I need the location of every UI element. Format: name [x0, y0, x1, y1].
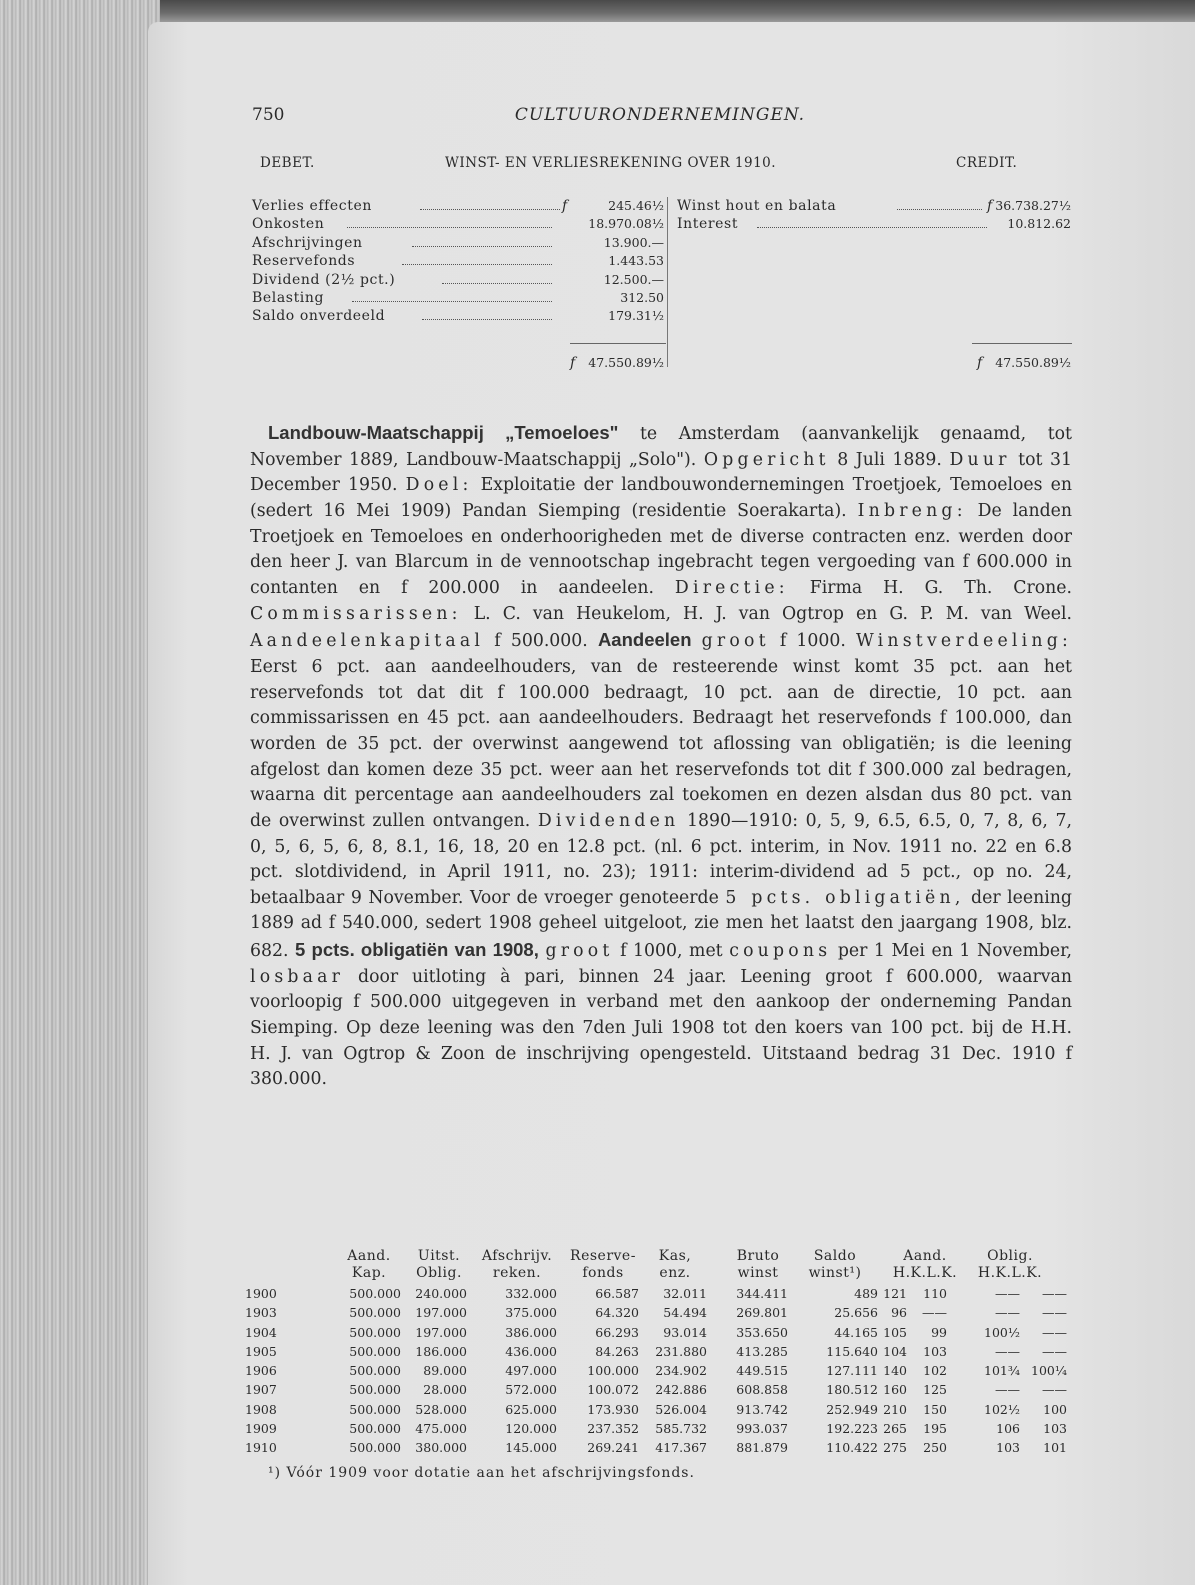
cell-kas: 54.494 [663, 1305, 707, 1321]
cell-reserve: 66.587 [595, 1286, 639, 1301]
cell-bruto: 449.515 [736, 1363, 788, 1379]
debit-total: 47.550.89½ [588, 355, 664, 370]
debit-amount: 18.970.08½ [588, 216, 664, 232]
cell-kas: 93.014 [663, 1324, 707, 1340]
cell-saldo: 44.165 [834, 1324, 878, 1340]
cell-oblig: 28.000 [423, 1382, 467, 1398]
leader-dots [442, 271, 552, 284]
cell-afschr: 332.000 [505, 1286, 557, 1301]
cell-reserve: 237.352 [587, 1421, 639, 1437]
leader-dots [422, 307, 552, 320]
book-top-edge [0, 0, 1195, 22]
cell-bruto: 608.858 [736, 1382, 788, 1398]
cell-oblig-hk: —— [995, 1343, 1020, 1359]
account-divider [667, 197, 668, 367]
cell-aand-lk: 150 [923, 1401, 947, 1417]
leader-dots [757, 215, 987, 228]
credit-item [677, 215, 1071, 233]
cell-bruto: 413.285 [736, 1343, 788, 1359]
cell-kas: 234.902 [655, 1363, 707, 1379]
cell-kas: 526.004 [655, 1401, 707, 1417]
cell-reserve: 100.000 [587, 1363, 639, 1379]
cell-reserve: 100.072 [587, 1382, 639, 1398]
cell-kap: 500.000 [349, 1324, 401, 1340]
credit-total: 47.550.89½ [995, 355, 1071, 370]
cell-reserve: 269.241 [587, 1440, 639, 1456]
cell-kas: 417.367 [655, 1440, 707, 1456]
credit-label: Interest [677, 216, 739, 233]
column-header [405, 1248, 473, 1282]
table-row [245, 1440, 1075, 1459]
table-header [245, 1248, 1075, 1286]
debit-label: Reservefonds [252, 253, 356, 270]
cell-bruto: 269.801 [736, 1305, 788, 1321]
column-header [640, 1248, 710, 1282]
debit-amount: 312.50 [620, 289, 664, 305]
cell-reserve: 64.320 [595, 1305, 639, 1321]
entry-text: f 1000. [769, 631, 857, 652]
cell-saldo: 110.422 [826, 1440, 878, 1456]
column-header [720, 1248, 796, 1282]
cell-saldo: 25.656 [834, 1305, 878, 1321]
cell-saldo: 115.640 [826, 1343, 878, 1359]
label-groot: groot [701, 631, 770, 652]
cell-aand-lk: 103 [923, 1343, 947, 1359]
cell-aand-lk: 110 [923, 1286, 947, 1301]
currency-symbol: f [570, 355, 576, 371]
cell-oblig-hk: 102½ [984, 1401, 1020, 1417]
running-head [250, 105, 1070, 129]
label-losbaar: losbaar [250, 966, 345, 987]
debit-amount: 1.443.53 [608, 253, 664, 269]
header-line: fonds [582, 1265, 624, 1281]
cell-year: 1907 [245, 1382, 277, 1398]
book-page-edges [0, 0, 160, 1585]
debit-heading: DEBET. [260, 155, 315, 171]
cell-kap: 500.000 [349, 1363, 401, 1379]
new-obligations-heading: 5 pcts. obligatiën van 1908, [295, 939, 539, 961]
cell-aand-hk: 105 [883, 1324, 907, 1340]
table-row [245, 1382, 1075, 1401]
header-line: reken. [492, 1265, 542, 1281]
header-line: enz. [659, 1265, 691, 1281]
debit-amount: 12.500.— [603, 271, 664, 287]
header-line: Afschrijv. [481, 1248, 553, 1264]
column-header [795, 1248, 875, 1282]
label-opgericht: Opgericht [703, 449, 830, 470]
entry-text: Firma H. G. Th. Crone. [788, 577, 1072, 598]
cell-aand-lk: 99 [931, 1324, 947, 1340]
cell-saldo: 489 [854, 1286, 878, 1301]
header-line: Aand. [903, 1248, 947, 1264]
total-rule [570, 343, 666, 344]
header-line: Oblig. [416, 1265, 462, 1281]
debit-item [252, 215, 664, 233]
cell-oblig-hk: —— [995, 1286, 1020, 1301]
cell-aand-hk: 275 [883, 1440, 907, 1456]
debit-label: Dividend (2½ pct.) [252, 271, 396, 288]
label-groot: groot [545, 941, 614, 962]
cell-aand-hk: 265 [883, 1421, 907, 1437]
company-name: Landbouw-Maatschappij „Temoeloes" [268, 422, 619, 443]
cell-aand-hk: 160 [883, 1382, 907, 1398]
entry-text: 8 Juli 1889. [829, 449, 950, 470]
entry-text: tot 31 December 1950. [250, 449, 1072, 496]
currency-symbol: f [562, 198, 568, 214]
header-line: Uitst. [417, 1248, 461, 1264]
credit-heading: CREDIT. [956, 155, 1018, 171]
cell-oblig-lk: —— [1042, 1305, 1067, 1321]
debit-item [252, 289, 664, 307]
total-rule [972, 343, 1072, 344]
cell-kap: 500.000 [349, 1440, 401, 1456]
cell-oblig-lk: 101 [1043, 1440, 1067, 1456]
entry-text: L. C. van Heukelom, H. J. van Ogtrop en G. P. M. van Weel. [461, 603, 1072, 624]
statistics-table [245, 1248, 1075, 1460]
header-line: Kas, [658, 1248, 692, 1264]
leader-dots [402, 252, 552, 265]
entry-text: 1890—1910: 0, 5, 9, 6.5, 6.5, 0, 7, 8, 6, 7, 0, 5, 6, 5, 6, 8, 8.1, 16, 18, 20 en 12.8 pct. (nl. 6 pct. interim, in Nov. 1911 no. 22 en 6.8 pct. slotdividend, in April 1911, no. 23); 1911: interim-dividend ad 5 pct., op no. 24, betaalbaar 9 November. Voor de vroeger genoteerde [250, 810, 1072, 908]
debit-label: Saldo onverdeeld [252, 308, 386, 325]
cell-oblig-hk: —— [995, 1305, 1020, 1321]
debit-label: Verlies effecten [252, 198, 372, 214]
entry-text: te Amsterdam (aanvankelijk genaamd, tot November 1889, Landbouw-Maatschappij „Solo"). [250, 424, 1072, 470]
cell-aand-hk: 140 [883, 1363, 907, 1379]
credit-column [677, 197, 1071, 371]
leader-dots [352, 289, 552, 302]
header-line: Kap. [351, 1265, 387, 1281]
entry-paragraph [250, 420, 1072, 1093]
cell-year: 1900 [245, 1286, 277, 1301]
debit-item [252, 252, 664, 270]
credit-amount: 36.738.27½ [995, 198, 1071, 213]
cell-year: 1910 [245, 1440, 277, 1456]
header-line: Reserve- [570, 1248, 636, 1264]
cell-kas: 231.880 [655, 1343, 707, 1359]
table-row [245, 1325, 1075, 1344]
label-dividenden: Dividenden [537, 810, 680, 831]
header-line: winst¹) [808, 1265, 862, 1281]
cell-oblig: 240.000 [415, 1286, 467, 1301]
header-line: winst [737, 1265, 779, 1281]
cell-reserve: 173.930 [587, 1401, 639, 1417]
cell-oblig: 89.000 [423, 1363, 467, 1379]
cell-oblig-lk: —— [1042, 1382, 1067, 1398]
cell-afschr: 145.000 [505, 1440, 557, 1456]
entry-text: f 500.000. [484, 631, 598, 652]
debit-item [252, 307, 664, 325]
cell-kas: 32.011 [663, 1286, 707, 1301]
table-row [245, 1305, 1075, 1324]
cell-reserve: 84.263 [595, 1343, 639, 1359]
debit-column [252, 197, 664, 371]
cell-year: 1906 [245, 1363, 277, 1379]
company-entry [250, 420, 1072, 1093]
cell-saldo: 127.111 [826, 1363, 878, 1379]
cell-afschr: 625.000 [505, 1401, 557, 1417]
cell-reserve: 66.293 [595, 1324, 639, 1340]
cell-oblig-lk: 103 [1043, 1421, 1067, 1437]
credit-amount: 10.812.62 [1007, 216, 1071, 232]
currency-symbol: f [977, 355, 983, 371]
debit-amount: 13.900.— [603, 234, 664, 250]
cell-aand-hk: 121 [883, 1286, 907, 1301]
label-coupons: coupons [729, 941, 832, 962]
cell-bruto: 353.650 [736, 1324, 788, 1340]
debit-amount: 179.31½ [608, 308, 664, 324]
cell-aand-lk: 102 [923, 1363, 947, 1379]
cell-oblig-hk: —— [995, 1382, 1020, 1398]
debit-item [252, 271, 664, 289]
account-title: WINST- EN VERLIESREKENING OVER 1910. [445, 155, 777, 171]
label-doel: Doel: [405, 475, 473, 496]
cell-oblig-hk: 106 [996, 1421, 1020, 1437]
cell-oblig-hk: 100½ [984, 1324, 1020, 1340]
credit-item [677, 197, 1071, 215]
cell-oblig: 528.000 [415, 1401, 467, 1417]
cell-oblig-lk: —— [1042, 1286, 1067, 1301]
column-header [885, 1248, 965, 1282]
cell-year: 1905 [245, 1343, 277, 1359]
cell-afschr: 436.000 [505, 1343, 557, 1359]
entry-text: De landen Troetjoek en Temoeloes en onderhoorigheden met de diverse contracten enz. werden door den heer J. van Blarcum in de vennootschap ingebracht tegen vergoeding van f 600.000 in contanten en f 200.000 in aandeelen. [250, 500, 1072, 598]
cell-bruto: 993.037 [736, 1421, 788, 1437]
cell-year: 1903 [245, 1305, 277, 1321]
column-header [563, 1248, 643, 1282]
cell-aand-lk: 125 [923, 1382, 947, 1398]
table-row [245, 1363, 1075, 1382]
debit-item [252, 197, 664, 215]
cell-saldo: 252.949 [826, 1401, 878, 1417]
cell-oblig-lk: —— [1042, 1343, 1067, 1359]
credit-label: Winst hout en balata [677, 198, 837, 214]
header-line: Oblig. [987, 1248, 1033, 1264]
cell-bruto: 344.411 [736, 1286, 788, 1301]
leader-dots [897, 197, 982, 210]
cell-year: 1904 [245, 1324, 277, 1340]
leader-dots [412, 234, 552, 247]
cell-oblig: 380.000 [415, 1440, 467, 1456]
label-commissarissen: Commissarissen: [250, 603, 462, 624]
header-line: H.K.L.K. [892, 1265, 958, 1281]
cell-oblig: 197.000 [415, 1305, 467, 1321]
cell-kap: 500.000 [349, 1382, 401, 1398]
credit-total-row [677, 354, 1071, 372]
table-row [245, 1402, 1075, 1421]
cell-kas: 585.732 [655, 1421, 707, 1437]
entry-text: door uitloting à pari, binnen 24 jaar. Leening groot f 600.000, waarvan voorloopig f 500.000 uitgegeven in verband met den aankoop der onderneming Pandan Siemping. Op deze leening was den 7den Juli 1908 tot den koers van 100 pct. bij de H.H. H. J. van Ogtrop & Zoon de inschrijving opengesteld. Uitstaand bedrag 31 Dec. 1910 f 380.000. [250, 966, 1072, 1090]
currency-symbol: f [987, 198, 993, 214]
cell-oblig-hk: 103 [996, 1440, 1020, 1456]
debit-item [252, 234, 664, 252]
cell-saldo: 180.512 [826, 1382, 878, 1398]
label-duur: Duur [949, 449, 1011, 470]
cell-oblig: 197.000 [415, 1324, 467, 1340]
cell-oblig-lk: 100 [1043, 1401, 1067, 1417]
cell-kap: 500.000 [349, 1401, 401, 1417]
table-row [245, 1344, 1075, 1363]
entry-text: f 1000, met [613, 941, 730, 962]
cell-kap: 500.000 [349, 1343, 401, 1359]
cell-bruto: 913.742 [736, 1401, 788, 1417]
cell-year: 1908 [245, 1401, 277, 1417]
page-number: 750 [252, 105, 285, 125]
debit-label: Afschrijvingen [252, 234, 363, 251]
cell-aand-hk: 210 [883, 1401, 907, 1417]
column-header [337, 1248, 401, 1282]
label-old-obligations: 5 pcts. obligatiën, [725, 887, 965, 908]
cell-aand-lk: 195 [923, 1421, 947, 1437]
header-line: Aand. [347, 1248, 391, 1264]
cell-oblig-lk: —— [1042, 1324, 1067, 1340]
cell-kap: 500.000 [349, 1286, 401, 1301]
cell-oblig: 475.000 [415, 1421, 467, 1437]
column-header [970, 1248, 1050, 1282]
cell-kap: 500.000 [349, 1421, 401, 1437]
cell-kap: 500.000 [349, 1305, 401, 1321]
cell-oblig: 186.000 [415, 1343, 467, 1359]
leader-dots [347, 215, 552, 228]
header-line: H.K.L.K. [977, 1265, 1043, 1281]
debit-label: Belasting [252, 289, 325, 306]
entry-text: Exploitatie der landbouwondernemingen Troetjoek, Temoeloes en (sedert 16 Mei 1909) Pandan Siemping (residentie Soerakarta). [250, 475, 1072, 521]
table-footnote: ¹) Vóór 1909 voor dotatie aan het afschrijvingsfonds. [268, 1465, 695, 1481]
label-aandeelen: Aandeelen [597, 629, 692, 651]
cell-afschr: 497.000 [505, 1363, 557, 1379]
cell-aand-lk: 250 [923, 1440, 947, 1456]
label-inbreng: Inbreng: [857, 500, 967, 521]
debit-total-row [252, 354, 664, 372]
cell-aand-hk: 104 [883, 1343, 907, 1359]
column-header [473, 1248, 561, 1282]
cell-afschr: 572.000 [505, 1382, 557, 1398]
header-line: Bruto [736, 1248, 780, 1264]
cell-aand-hk: 96 [891, 1305, 907, 1321]
cell-saldo: 192.223 [826, 1421, 878, 1437]
table-row [245, 1286, 1075, 1305]
entry-text: Eerst 6 pct. aan aandeelhouders, van de resteerende winst komt 35 pct. aan het reservefonds tot dat dit f 100.000 bedraagt, 10 pct. aan de directie, 10 pct. aan commissarissen en 45 pct. aan aandeelhouders. Bedraagt het reservefonds f 100.000, dan worden de 35 pct. der overwinst aangewend tot aflossing van obligatiën; is die leening afgelost dan komen deze 35 pct. weer aan het reservefonds tot dit f 300.000 zal bedragen, waarna dit percentage aan aandeelhouders zal toekomen en dezen alsdan dus 80 pct. van de overwinst zullen ontvangen. [250, 656, 1072, 831]
leader-dots [420, 197, 560, 210]
label-winstverdeeling: Winstverdeeling: [856, 631, 1072, 652]
cell-afschr: 386.000 [505, 1324, 557, 1340]
label-aandeelenkapitaal: Aandeelenkapitaal [250, 631, 485, 652]
cell-kas: 242.886 [655, 1382, 707, 1398]
cell-afschr: 375.000 [505, 1305, 557, 1321]
cell-year: 1909 [245, 1421, 277, 1437]
cell-oblig-hk: 101¾ [984, 1363, 1020, 1379]
entry-text: der leening 1889 ad f 540.000, sedert 1908 geheel uitgeloot, zie men het laatst den jaargang 1908, blz. 682. [250, 887, 1072, 962]
header-line: Saldo [813, 1248, 857, 1264]
cell-aand-lk: —— [922, 1305, 947, 1321]
debit-label: Onkosten [252, 216, 325, 233]
cell-oblig-lk: 100¼ [1031, 1363, 1067, 1379]
entry-text: per 1 Mei en 1 November, [831, 941, 1073, 962]
table-row [245, 1421, 1075, 1440]
running-title: CULTUURONDERNEMINGEN. [514, 105, 806, 125]
cell-bruto: 881.879 [736, 1440, 788, 1456]
label-directie: Directie: [674, 577, 789, 598]
cell-afschr: 120.000 [505, 1421, 557, 1437]
debit-amount: 245.46½ [608, 198, 664, 213]
